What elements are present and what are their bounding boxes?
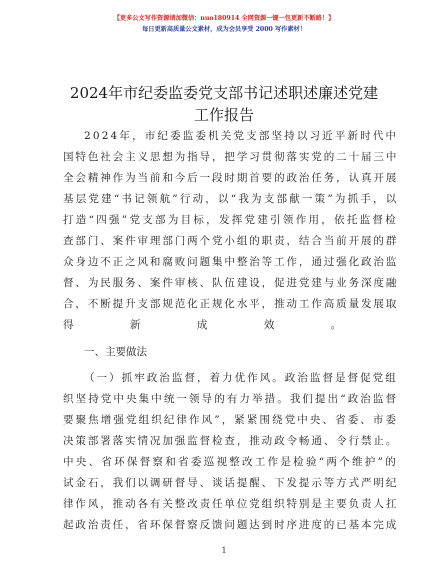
- page-number: 1: [221, 546, 227, 555]
- body-text-line: 众身边不正之风和腐败问题集中整治等工作，通过强化政治监: [63, 256, 399, 268]
- body-text-line: 查部门、案件审理部门两个党小组的职责，结合当前开展的群: [63, 235, 399, 247]
- body-text-line: 中央、省环保督察和省委巡视整改工作是检验“两个维护”的: [63, 456, 398, 468]
- body-text-line: 决策部署落实情况加强监督检查，推动政令畅通、令行禁止。: [63, 435, 399, 447]
- body-text-line: 2024年，市纪委监委机关党支部坚持以习近平新时代中: [84, 130, 399, 142]
- body-text-line: 织坚持党中央集中统一领导的有力举措。我们提出“政治监督: [63, 393, 399, 405]
- body-text-line: （一）抓牢政治监督，着力优作风。政治监督是督促党组: [84, 372, 398, 384]
- body-text-line: 基层党建“书记领航”行动，以“我为支部献一策”为抓手，以: [63, 193, 399, 205]
- promo-banner-line-1: 【更多公文写作资源请加微信：nuo180914 全网资源一键一包更新不断路！】: [113, 15, 335, 22]
- body-text-line: 得新成效。: [63, 319, 398, 331]
- body-text-line: 起政治责任，省环保督察反馈问题达到时序进度的已基本完成: [63, 519, 399, 531]
- body-text-line: 合，不断提升支部规范化正规化水平，推动工作高质量发展取: [63, 298, 399, 310]
- body-text-line: 要聚焦增强党组织纪律作风”，紧紧围绕党中央、省委、市委: [63, 414, 399, 426]
- section-heading: 一、主要做法: [84, 346, 147, 358]
- body-text-line: 督、为民服务、案件审核、队伍建设，促进党建与业务深度融: [63, 277, 399, 289]
- promo-banner-line-2: 每日更新高质量公文素材，成为会员享受 2000 写作素材！: [142, 26, 306, 33]
- document-title-line-1: 2024年市纪委监委党支部书记述职述廉述党建: [69, 84, 379, 102]
- document-title-line-2: 工作报告: [193, 106, 254, 124]
- body-text-line: 国特色社会主义思想为指导，把学习贯彻落实党的二十届三中: [63, 151, 399, 163]
- body-text-line: 打造“四强”党支部为目标，发挥党建引领作用，依托监督检: [63, 214, 398, 226]
- body-text-line: 全会精神作为当前和今后一段时期首要的政治任务，认真开展: [63, 172, 399, 184]
- body-text-line: 试金石，我们以调研督导、谈话提醒、下发提示等方式严明纪: [63, 477, 399, 489]
- body-text-line: 律作风，推动各有关整改责任单位党组织特别是主要负责人扛: [63, 498, 399, 510]
